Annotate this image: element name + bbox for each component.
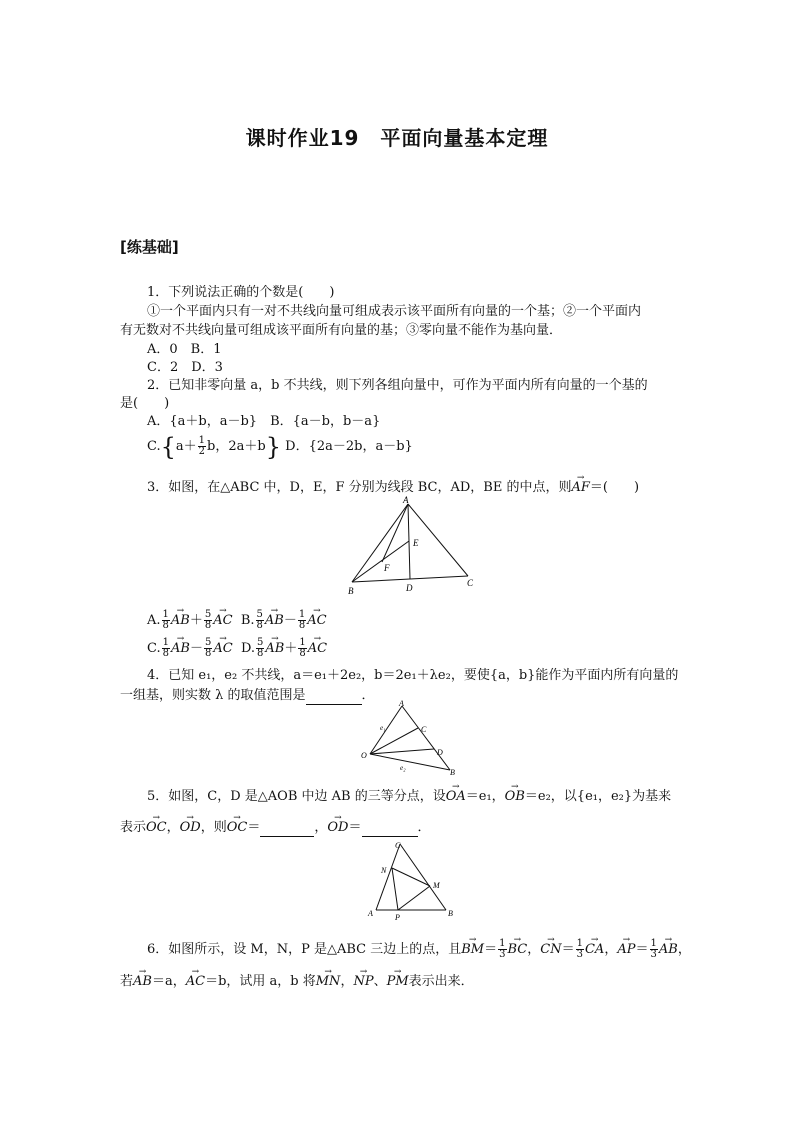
fraction: $\frac{1}{8}$ bbox=[162, 609, 169, 631]
answer-blank[interactable] bbox=[306, 688, 362, 705]
q2-option-b-text: B．{a－b，b－a} bbox=[270, 414, 381, 429]
q1-statement-line2: 有无数对不共线向量可组成该平面所有向量的基；③零向量不能作为基向量． bbox=[120, 323, 563, 338]
q1-statement-line1: ①一个平面内只有一对不共线向量可组成表示该平面所有向量的一个基；②一个平面内 bbox=[147, 304, 642, 319]
q2-option-c-b: b，2a＋b bbox=[207, 439, 266, 454]
q2-stem-line2: 是( ) bbox=[120, 396, 170, 411]
label-d: D bbox=[406, 583, 413, 593]
svg-text:A: A bbox=[399, 700, 404, 708]
svg-text:D: D bbox=[437, 748, 443, 757]
q2-option-c-label: C. bbox=[147, 439, 161, 454]
q4-stem-line1: 4．已知 e₁，e₂ 不共线，a＝e₁＋2e₂，b＝2e₁＋λe₂，要使{a，b}能作为平面内所有向量的 bbox=[147, 668, 679, 683]
q5-stem-line1: 5．如图，C，D 是△AOB 中边 AB 的三等分点，设→ OA＝e₁，→ OB＝e₂，以{e₁，e₂}为基来 bbox=[147, 785, 671, 805]
vector-af: → AF bbox=[571, 476, 589, 496]
figure-triangle-aob bbox=[358, 700, 468, 778]
svg-text:A: A bbox=[368, 909, 373, 918]
svg-text:e₂: e₂ bbox=[400, 764, 406, 772]
figure-triangle-abc bbox=[340, 496, 480, 598]
fraction: $\frac{5}{8}$ bbox=[256, 609, 263, 631]
svg-text:e₁: e₁ bbox=[380, 724, 386, 732]
q3-stem: 3．如图，在△ABC 中，D，E，F 分别为线段 BC，AD，BE 的中点，则→ AF＝( ) bbox=[147, 476, 639, 496]
fraction: $\frac{1}{8}$ bbox=[298, 609, 306, 631]
fraction: $\frac{5}{8}$ bbox=[204, 637, 212, 659]
q2-option-d-text: D．{2a－2b，a－b} bbox=[285, 439, 413, 454]
section-heading: [练基础] bbox=[120, 238, 179, 256]
q1-options-ab: A．0 B．1 bbox=[147, 342, 222, 357]
fraction: $\frac{5}{8}$ bbox=[204, 609, 212, 631]
svg-text:M: M bbox=[433, 881, 440, 890]
q5-stem-line2: 表示→ OC，→ OD，则→ OC＝ ，→ OD＝ ． bbox=[120, 816, 431, 837]
fraction: $\frac{1}{8}$ bbox=[299, 637, 306, 659]
fraction: $\frac{1}{8}$ bbox=[162, 637, 169, 659]
answer-blank-od[interactable] bbox=[362, 820, 418, 837]
svg-text:O: O bbox=[361, 751, 367, 760]
q6-stem-line2: 若→ AB＝a，→ AC＝b，试用 a，b 将→ MN，→ NP、→ PM表示出来． bbox=[120, 970, 474, 990]
label-a: A bbox=[403, 496, 409, 505]
label-b: B bbox=[348, 586, 354, 596]
svg-text:P: P bbox=[395, 913, 400, 922]
svg-text:C: C bbox=[395, 841, 401, 850]
q2-option-a bbox=[147, 414, 380, 430]
q3-options-ab: A. $\frac{1}{8}$ → AB＋ $\frac{5}{8}$ → AC B. $\frac{5}{8}$ → AB－ $\frac{1}{8}$ → AC bbox=[147, 606, 327, 632]
right-brace: } bbox=[265, 432, 281, 461]
q2-option-cd bbox=[147, 432, 413, 461]
q4-stem-line2: 一组基，则实数 λ 的取值范围是 ． bbox=[120, 688, 375, 703]
fraction: $\frac{1}{2}$ bbox=[198, 435, 206, 457]
q1-options-cd: C．2 D．3 bbox=[147, 360, 223, 375]
q2-option-a-text: A．{a＋b，a－b} bbox=[147, 414, 258, 429]
svg-text:C: C bbox=[421, 725, 427, 734]
svg-text:B: B bbox=[448, 909, 453, 918]
page-title: 课时作业19 平面向量基本定理 bbox=[245, 126, 549, 150]
label-f: F bbox=[384, 563, 390, 573]
q2-option-c-a: a＋ bbox=[175, 439, 197, 454]
label-c: C bbox=[467, 578, 474, 588]
q2-stem-line1: 2．已知非零向量 a，b 不共线，则下列各组向量中，可作为平面内所有向量的一个基的 bbox=[147, 378, 648, 393]
svg-text:N: N bbox=[381, 866, 387, 875]
figure-triangle-mnp bbox=[362, 838, 462, 922]
fraction: $\frac{5}{8}$ bbox=[257, 637, 264, 659]
svg-text:B: B bbox=[450, 768, 455, 777]
answer-blank-oc[interactable] bbox=[260, 820, 314, 837]
q6-stem-line1: 6．如图所示，设 M，N，P 是△ABC 三边上的点，且→ BM＝ $\frac{1}{3}$ → BC，→ CN＝ $\frac{1}{3}$ → CA，→ AP＝ $\frac{1}{3}$ → AB， bbox=[147, 935, 691, 961]
q1-stem: 1．下列说法正确的个数是( ) bbox=[147, 285, 335, 300]
q3-options-cd: C. $\frac{1}{8}$ → AB－ $\frac{5}{8}$ → AC D. $\frac{5}{8}$ → AB＋ $\frac{1}{8}$ → AC bbox=[147, 634, 327, 660]
label-e: E bbox=[413, 538, 419, 548]
left-brace: { bbox=[160, 432, 176, 461]
